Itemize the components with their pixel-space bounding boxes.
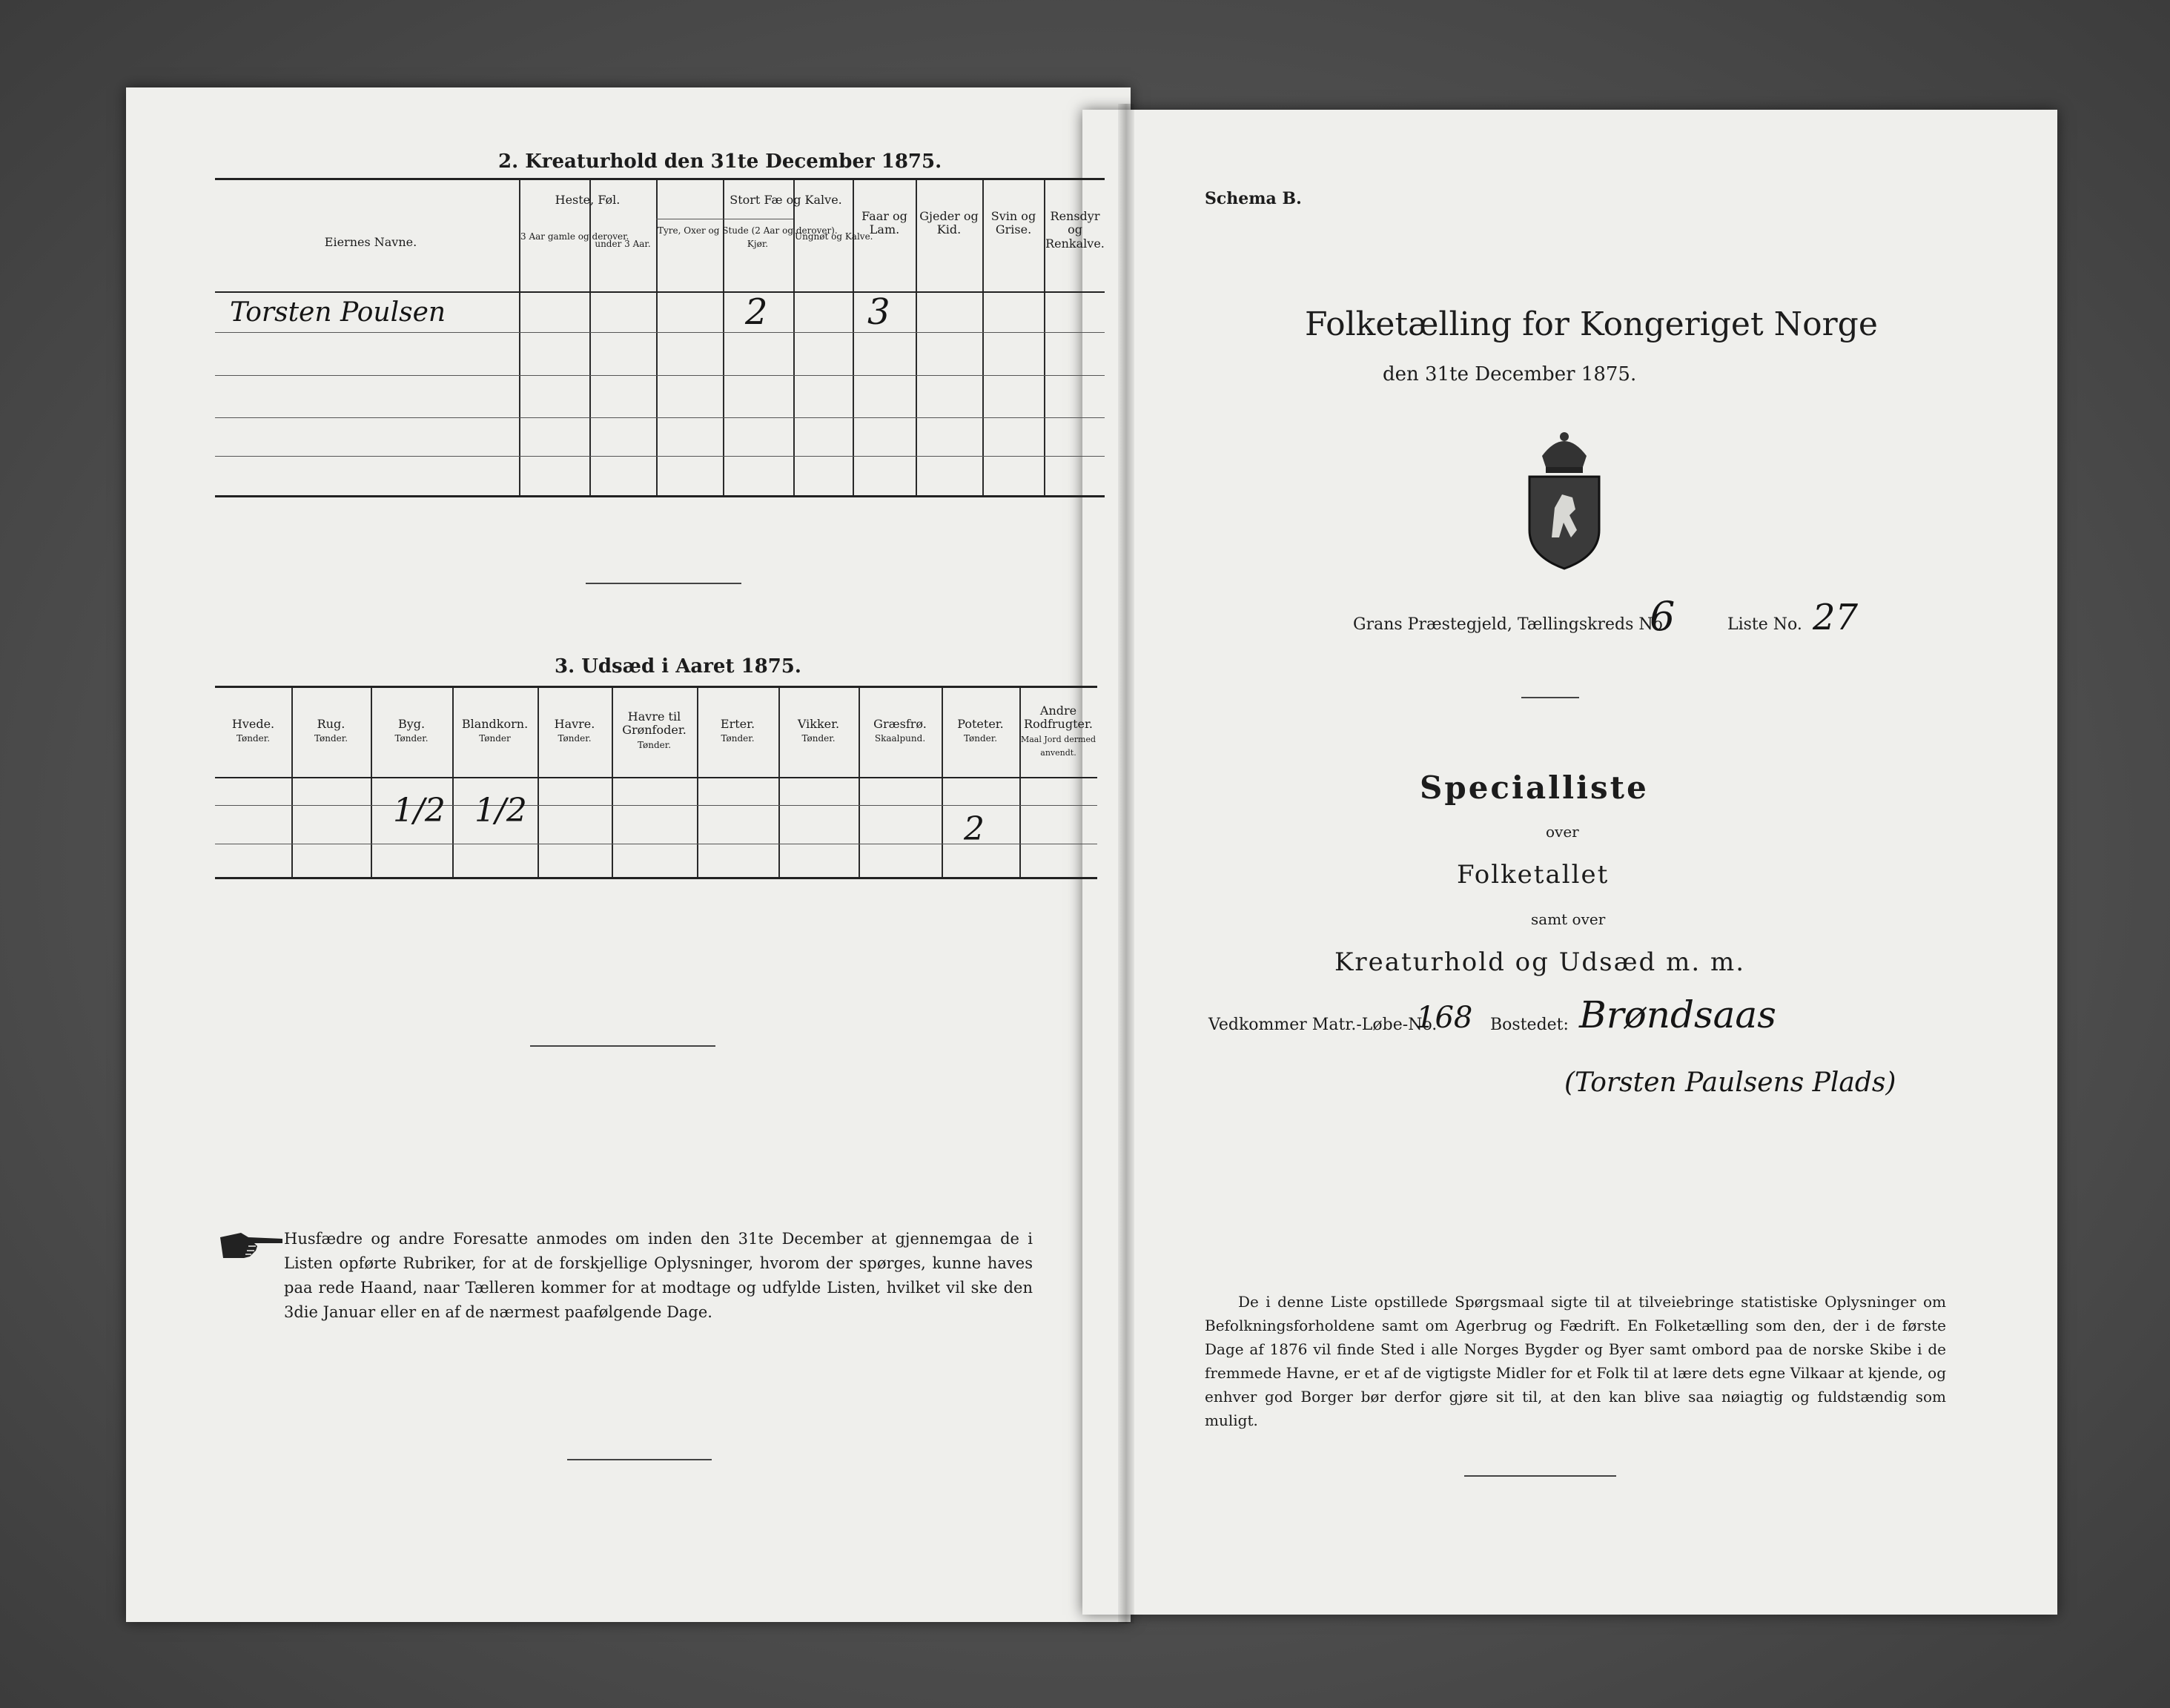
header-hvede: Hvede. Tønder. (231, 717, 275, 744)
header-poteter: Poteter. Tønder. (957, 717, 1004, 744)
header-erter: Erter. Tønder. (720, 717, 755, 744)
sheep-value-cell: 3 (867, 291, 890, 333)
divider-line (530, 1045, 715, 1047)
divider-line (567, 1459, 712, 1460)
kreaturhold-heading: Kreaturhold og Udsæd m. m. (1334, 947, 1746, 977)
header-horses-old: 3 Aar gamle og derover. (520, 231, 629, 242)
blandkorn-value-cell: 1/2 (474, 792, 527, 830)
notice-text: Husfædre og andre Foresatte anmodes om inden den 31te December at gjennemgaa de i Listen opførte Rubriker, for at de forskjellige Oplysninger, hvorom der spørges, kunne haves paa rede Haand, naar Tælleren kommer for at modtage og udfylde Listen, hvilket vil ske den 3die Januar eller en af de nærmest paafølgende Dage. (284, 1230, 1033, 1321)
bosted-note: (Torsten Paulsens Plads) (1564, 1068, 1896, 1098)
bosted-label: Bostedet: (1490, 1016, 1569, 1034)
col-divider (519, 180, 520, 495)
over-text: over (1546, 823, 1579, 841)
header-vikker: Vikker. Tønder. (797, 717, 840, 744)
col-divider (589, 180, 591, 495)
header-andre-rodfrugter: Andre Rodfrugter. Maal Jord dermed anvendt. (1020, 704, 1096, 758)
section3-title: 3. Udsæd i Aaret 1875. (555, 655, 801, 678)
header-cattle-young: Ungnøt og Kalve. (795, 231, 873, 242)
specialliste-heading: Specialliste (1420, 769, 1649, 806)
col-divider (452, 688, 454, 877)
row-line (215, 456, 1105, 457)
col-divider (859, 688, 860, 877)
section2-title: 2. Kreaturhold den 31te December 1875. (498, 150, 942, 173)
kreds-number-value: 6 (1650, 593, 1676, 640)
header-cattle-bulls: Tyre, Oxer og Stude (2 Aar og derover). (658, 225, 838, 236)
divider-line (1464, 1475, 1616, 1477)
pointing-hand-icon (219, 1227, 285, 1261)
header-goats: Gjeder og Kid. (919, 209, 979, 237)
col-divider (778, 688, 780, 877)
liste-label: Liste No. (1727, 615, 1802, 634)
cows-value-cell: 2 (745, 291, 768, 333)
header-horses: Heste, Føl. (555, 193, 621, 207)
header-rug: Rug. Tønder. (314, 717, 348, 744)
header-pigs: Svin og Grise. (990, 209, 1036, 237)
header-cattle: Stort Fæ og Kalve. (730, 193, 842, 207)
page-fold (1118, 104, 1134, 1623)
col-divider (291, 688, 293, 877)
livestock-table (215, 178, 1105, 497)
header-owner: Eiernes Navne. (324, 235, 417, 249)
header-reindeer: Rensdyr og Renkalve. (1045, 209, 1105, 251)
header-havre: Havre. Tønder. (554, 717, 595, 744)
col-divider (697, 688, 698, 877)
header-graesfro: Græsfrø. Skaalpund. (873, 717, 927, 744)
col-divider (371, 688, 372, 877)
liste-number-value: 27 (1813, 597, 1859, 638)
intro-paragraph: De i denne Liste opstillede Spørgsmaal sigte til at tilveiebringe statistiske Oplysninger om Befolkningsforholdene samt om Agerbrug og Fædrift. En Folketælling som den, der i de første Dage af 1876 vil finde Sted i alle Norges Bygder og Byer samt ombord paa de norske Skibe i de fremmede Havne, er et af de vigtigste Midler for et Folk til at lære dets egne Vilkaar at kjende, og enhver god Borger bør derfor gjøre sit til, at den kan blive saa nøiagtig og fuldstændig som muligt. (1205, 1293, 1946, 1429)
location-line: Grans Præstegjeld, Tællingskreds No. (1353, 615, 1668, 634)
samt-over-text: samt over (1531, 910, 1606, 928)
divider-line (1521, 697, 1579, 698)
header-bottom-line (215, 777, 1097, 778)
header-bottom-line (215, 291, 1105, 293)
divider-line (586, 583, 741, 584)
seed-table (215, 686, 1097, 879)
row-line (215, 375, 1105, 376)
header-sheep: Faar og Lam. (861, 209, 907, 237)
row-line (215, 805, 1097, 806)
bosted-value: Brøndsaas (1579, 993, 1776, 1036)
page-title: Folketælling for Kongeriget Norge (1305, 305, 1878, 343)
census-date: den 31te December 1875. (1383, 363, 1637, 385)
header-blandkorn: Blandkorn. Tønder (461, 717, 529, 744)
row-line (215, 417, 1105, 418)
header-byg: Byg. Tønder. (394, 717, 429, 744)
byg-value-cell: 1/2 (393, 792, 446, 830)
row-line (215, 332, 1105, 333)
header-cattle-cows: Kjør. (747, 239, 769, 249)
matr-value: 168 (1416, 1001, 1473, 1035)
poteter-value-cell: 2 (964, 810, 985, 848)
norwegian-coat-of-arms-icon (1524, 426, 1605, 571)
header-havre-gronfoder: Havre til Grønfoder. Tønder. (622, 709, 687, 750)
header-horses-young: under 3 Aar. (595, 239, 651, 249)
matr-label: Vedkommer Matr.-Løbe-No. (1208, 1016, 1438, 1034)
col-divider (537, 688, 539, 877)
schema-label: Schema B. (1205, 189, 1302, 208)
col-divider (942, 688, 943, 877)
owner-name-cell: Torsten Poulsen (230, 297, 446, 328)
folketallet-heading: Folketallet (1457, 860, 1610, 890)
